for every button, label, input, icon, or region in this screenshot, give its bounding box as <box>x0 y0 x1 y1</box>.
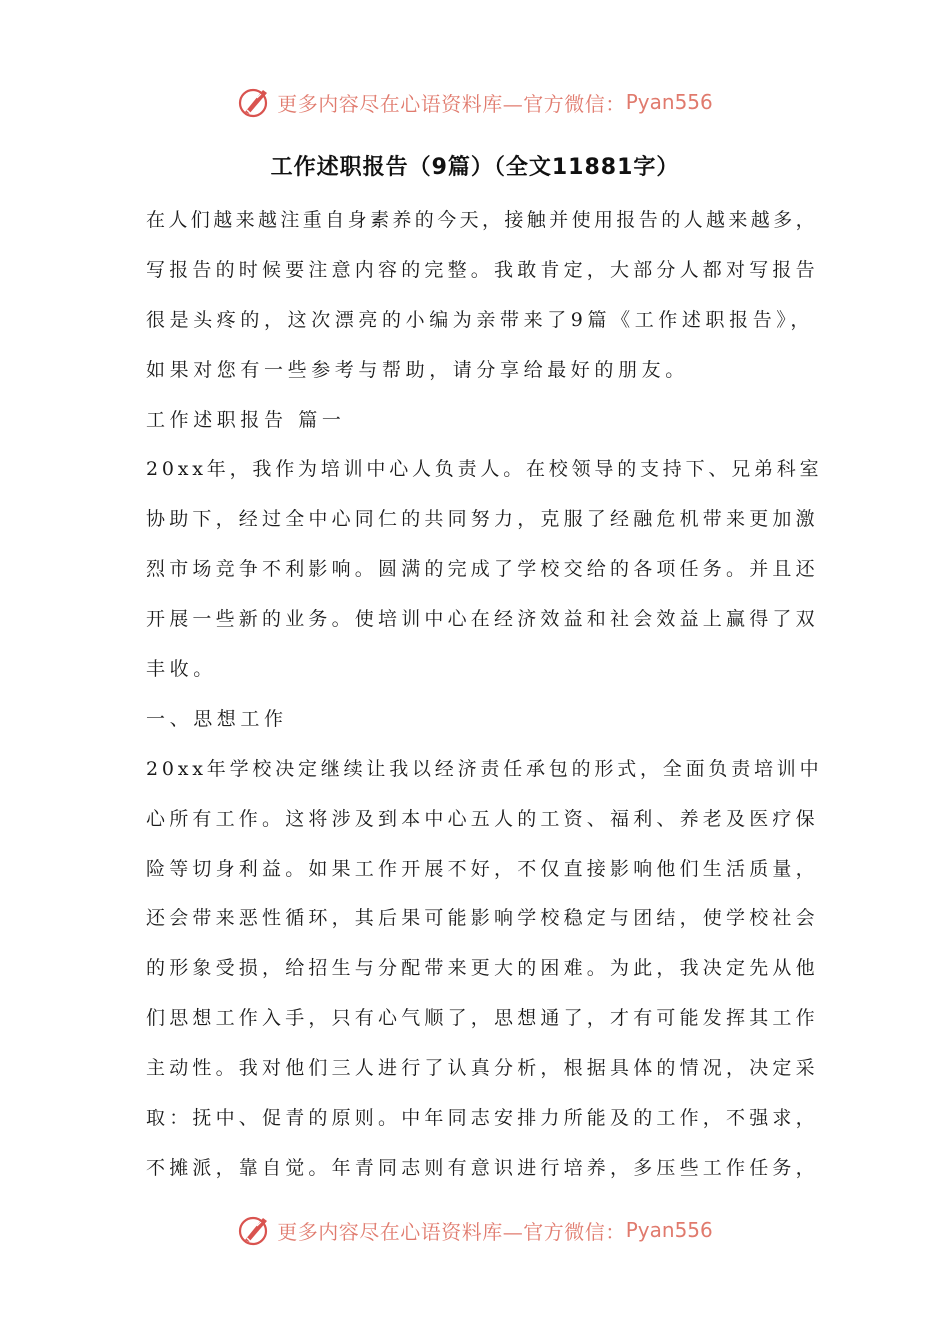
watermark-banner-top <box>0 80 950 124</box>
watermark-text: 更多内容尽在心语资料库—官方微信： <box>277 91 626 116</box>
document-title: 工作述职报告（9篇）（全文11881字） <box>270 155 680 180</box>
body-line: 心所有工作。这将涉及到本中心五人的工资、福利、养老及医疗保 <box>146 807 819 830</box>
body-line: 写报告的时候要注意内容的完整。我敢肯定，大部分人都对写报告 <box>146 258 819 281</box>
body-line: 不摊派，靠自觉。年青同志则有意识进行培养，多压些工作任务， <box>146 1156 819 1179</box>
body-line: 如果对您有一些参考与帮助，请分享给最好的朋友。 <box>146 358 689 381</box>
body-line: 主动性。我对他们三人进行了认真分析，根据具体的情况，决定采 <box>146 1057 819 1080</box>
body-line: 协助下，经过全中心同仁的共同努力，克服了经融危机带来更加激 <box>146 508 819 531</box>
body-line: 烈市场竞争不利影响。圆满的完成了学校交给的各项任务。并且还 <box>146 558 819 581</box>
document-body <box>146 196 822 1194</box>
body-line: 很是头疼的，这次漂亮的小编为亲带来了9篇《工作述职报告》， <box>146 308 814 331</box>
watermark-wechat-id: Pyan556 <box>625 90 713 114</box>
body-line: 20xx年，我作为培训中心人负责人。在校领导的支持下、兄弟科室 <box>146 458 823 481</box>
body-line: 还会带来恶性循环，其后果可能影响学校稳定与团结，使学校社会 <box>146 907 819 930</box>
body-line: 开展一些新的业务。使培训中心在经济效益和社会效益上赢得了双 <box>146 608 819 631</box>
pen-feather-logo-icon <box>237 84 273 120</box>
pen-feather-logo-icon <box>237 1212 273 1248</box>
body-line: 丰收。 <box>146 658 217 681</box>
body-line: 在人们越来越注重自身素养的今天，接触并使用报告的人越来越多， <box>146 209 819 231</box>
watermark-wechat-id: Pyan556 <box>625 1218 713 1242</box>
body-line: 险等切身利益。如果工作开展不好，不仅直接影响他们生活质量， <box>146 857 819 880</box>
watermark-banner-bottom <box>0 1208 950 1252</box>
body-line: 们思想工作入手，只有心气顺了，思想通了，才有可能发挥其工作 <box>146 1007 819 1030</box>
section-heading: 工作述职报告 篇一 <box>146 408 346 431</box>
body-line: 的形象受损，给招生与分配带来更大的困难。为此，我决定先从他 <box>146 957 819 980</box>
body-line: 20xx年学校决定继续让我以经济责任承包的形式，全面负责培训中 <box>146 757 823 780</box>
body-line: 取：抚中、促青的原则。中年同志安排力所能及的工作，不强求， <box>146 1107 819 1130</box>
subsection-heading: 一、思想工作 <box>146 707 288 730</box>
watermark-text: 更多内容尽在心语资料库—官方微信： <box>277 1219 626 1244</box>
